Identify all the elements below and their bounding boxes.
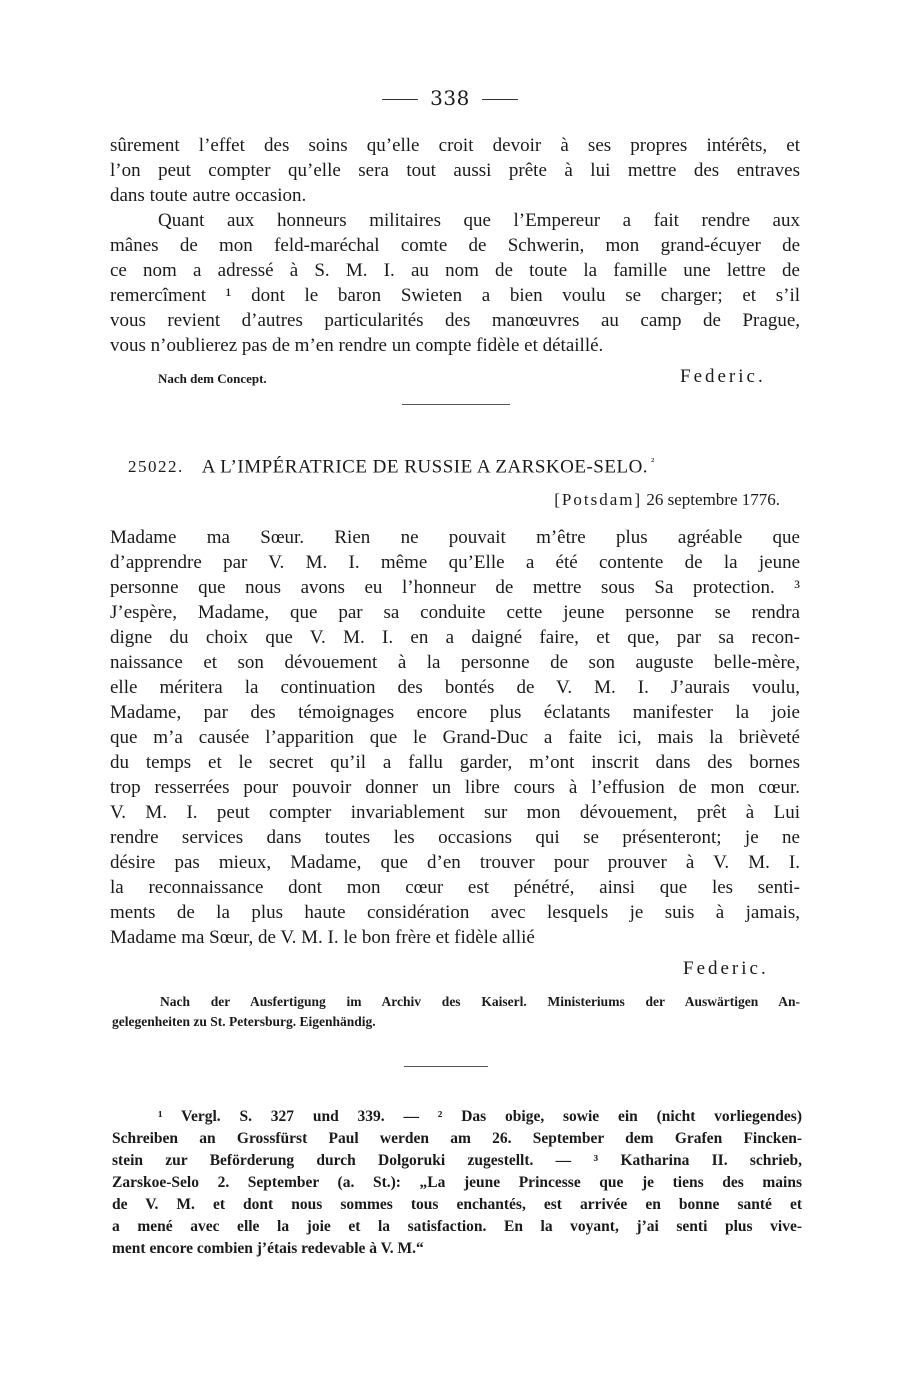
- dateline: [554, 490, 780, 510]
- text-line: dans toute autre occasion.: [110, 185, 307, 206]
- page-number: 338: [430, 86, 470, 110]
- text-line: l’on peut compter qu’elle sera tout aussi prête à lui mettre des entraves: [110, 160, 800, 181]
- signature: Federic.: [680, 366, 766, 387]
- letter-line: désire pas mieux, Madame, que d’en trouver pour prouver à V. M. I.: [110, 852, 800, 873]
- text-line: vous revient d’autres particularités des manœuvres au camp de Prague,: [110, 310, 800, 331]
- header-dash-left: [382, 99, 418, 100]
- letter-line: trop resserrées pour pouvoir donner un libre cours à l’effusion de mon cœur.: [110, 777, 800, 798]
- letter-line: Madame ma Sœur, de V. M. I. le bon frère et fidèle allié: [110, 927, 535, 948]
- letter-line: ments de la plus haute considération avec lesquels je suis à jamais,: [110, 902, 800, 923]
- text-line: mânes de mon feld-maréchal comte de Schwerin, mon grand-écuyer de: [110, 235, 800, 256]
- letter-line: elle méritera la continuation des bontés de V. M. I. J’aurais voulu,: [110, 677, 800, 698]
- archive-source-line: gelegenheiten zu St. Petersburg. Eigenhändig.: [112, 1014, 376, 1029]
- signature: Federic.: [683, 958, 769, 979]
- letter-line: V. M. I. peut compter invariablement sur mon dévouement, prêt à Lui: [110, 802, 800, 823]
- letter-line: la reconnaissance dont mon cœur est pénétré, ainsi que les senti-: [110, 877, 800, 898]
- dateline-date: 26 septembre 1776.: [646, 490, 780, 509]
- letter-heading: [128, 456, 808, 478]
- footnote-line: a mené avec elle la joie et la satisfaction. En la voyant, j’ai senti plus vive-: [112, 1218, 802, 1235]
- letter-line: que m’a causée l’apparition que le Grand-Duc a faite ici, mais la brièveté: [110, 727, 800, 748]
- text-line: vous n’oublierez pas de m’en rendre un compte fidèle et détaillé.: [110, 335, 604, 356]
- text-line: ce nom a adressé à S. M. I. au nom de toute la famille une lettre de: [110, 260, 800, 281]
- letter-line: d’apprendre par V. M. I. même qu’Elle a été contente de la jeune: [110, 552, 800, 573]
- letter-line: Madame, par des témoignages encore plus éclatants manifester la joie: [110, 702, 800, 723]
- letter-number: 25022.: [128, 457, 184, 477]
- letter-line: naissance et son dévouement à la personne de son auguste belle-mère,: [110, 652, 800, 673]
- letter-line: du temps et le secret qu’il a fallu garder, m’ont inscrit dans des bornes: [110, 752, 800, 773]
- footnote-line: Zarskoe-Selo 2. September (a. St.): „La jeune Princesse que je tiens des mains: [112, 1174, 802, 1191]
- section-divider: [404, 1066, 488, 1067]
- letter-line: J’espère, Madame, que par sa conduite cette jeune personne se rendra: [110, 602, 800, 623]
- footnote-line: ment encore combien j’étais redevable à V. M.“: [112, 1240, 424, 1257]
- page-number-header: [0, 86, 900, 110]
- header-dash-right: [482, 99, 518, 100]
- footnote-line: ¹ Vergl. S. 327 und 339. — ² Das obige, sowie ein (nicht vorliegendes): [158, 1108, 802, 1125]
- footnote-line: Schreiben an Grossfürst Paul werden am 26. September dem Grafen Fincken-: [112, 1130, 802, 1147]
- archive-source-line: Nach der Ausfertigung im Archiv des Kaiserl. Ministeriums der Auswärtigen An-: [160, 994, 800, 1009]
- section-divider: [402, 404, 510, 405]
- letter-line: Madame ma Sœur. Rien ne pouvait m’être plus agréable que: [110, 527, 800, 548]
- letter-line: digne du choix que V. M. I. en a daigné faire, et que, par sa recon-: [110, 627, 800, 648]
- footnote-line: stein zur Beförderung durch Dolgoruki zugestellt. — ³ Katharina II. schrieb,: [112, 1152, 802, 1169]
- text-line: sûrement l’effet des soins qu’elle croit devoir à ses propres intérêts, et: [110, 135, 800, 156]
- dateline-place: [Potsdam]: [554, 490, 643, 509]
- letter-line: personne que nous avons eu l’honneur de mettre sous Sa protection. ³: [110, 577, 800, 598]
- footnote-ref: ²: [651, 456, 655, 468]
- text-line: Quant aux honneurs militaires que l’Empereur a fait rendre aux: [158, 210, 800, 231]
- footnote-line: de V. M. et dont nous sommes tous enchantés, est arrivée en bonne santé et: [112, 1196, 802, 1213]
- text-line: remercîment ¹ dont le baron Swieten a bien voulu se charger; et s’il: [110, 285, 800, 306]
- letter-title: A L’IMPÉRATRICE DE RUSSIE A ZARSKOE-SELO.: [201, 456, 649, 478]
- source-note: Nach dem Concept.: [158, 371, 267, 386]
- letter-line: rendre services dans toutes les occasions qui se présenteront; je ne: [110, 827, 800, 848]
